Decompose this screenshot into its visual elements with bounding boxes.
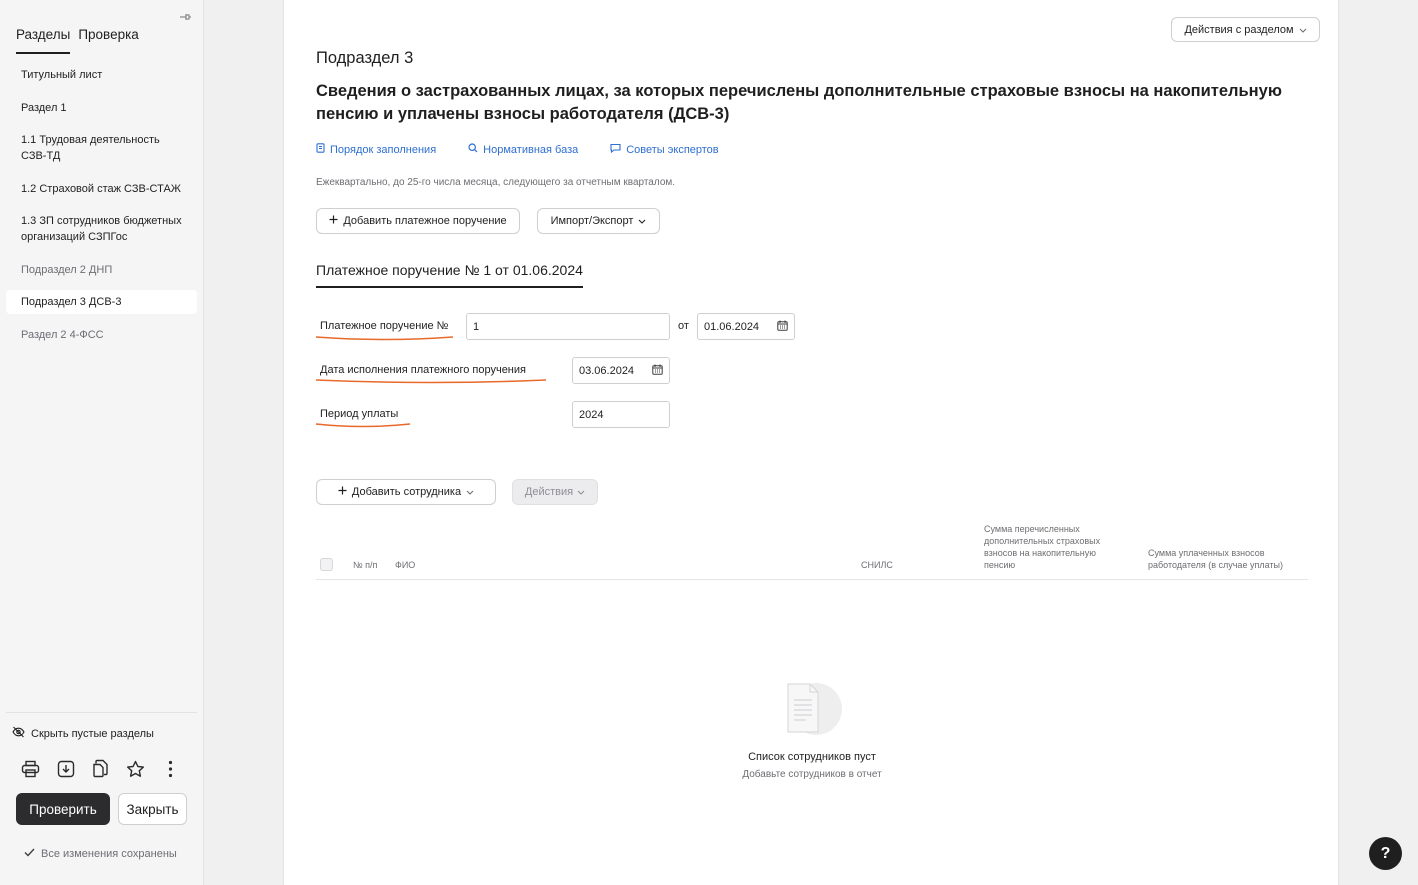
experts-link[interactable]: [610, 143, 718, 156]
sidebar-item-section-1[interactable]: Раздел 1: [21, 101, 67, 114]
pp-date-input[interactable]: [697, 313, 795, 340]
pp-number-value: 1: [473, 320, 480, 333]
employees-table-header: [316, 520, 1308, 580]
hide-empty-toggle[interactable]: [12, 726, 154, 741]
section-subtitle: Подраздел 3: [316, 49, 414, 67]
help-links: [316, 143, 719, 156]
tab-payment-order-1[interactable]: Платежное поручение № 1 от 01.06.2024: [316, 262, 583, 288]
plus-icon: [338, 486, 347, 498]
select-all-checkbox[interactable]: [320, 558, 333, 571]
exec-date-label: Дата исполнения платежного поручения: [320, 364, 526, 376]
saved-status: [24, 848, 177, 860]
page-title: Сведения о застрахованных лицах, за которых перечислены дополнительные страховые взносы на накопительную пенсию и уплачены взносы работодателя (ДСВ-3): [316, 82, 1282, 123]
add-payment-order-button[interactable]: [316, 208, 520, 234]
hide-empty-label: Скрыть пустые разделы: [31, 727, 154, 740]
col-header-num: № п/п: [353, 560, 378, 570]
star-icon[interactable]: [125, 758, 146, 779]
chevron-down-icon: [466, 486, 474, 498]
empty-state: [316, 678, 1308, 780]
sidebar-tabs: [16, 27, 139, 54]
col-header-fio: ФИО: [395, 560, 416, 570]
saved-status-text: Все изменения сохранены: [41, 848, 177, 860]
deadline-note: Ежеквартально, до 25-го числа месяца, следующего за отчетным кварталом.: [316, 177, 676, 188]
empty-state-title: Список сотрудников пуст: [748, 751, 876, 763]
more-vertical-icon[interactable]: [160, 758, 181, 779]
normative-link[interactable]: [468, 143, 578, 156]
experts-label: Советы экспертов: [626, 143, 719, 156]
chevron-down-icon: [638, 215, 646, 227]
from-label: от: [678, 320, 689, 332]
pp-date-value: 01.06.2024: [704, 320, 760, 333]
pp-number-label: Платежное поручение №: [320, 320, 449, 332]
sidebar-item-szpgos[interactable]: 1.3 ЗП сотрудников бюджетных организаций СЗПГос: [21, 215, 182, 243]
import-export-label: Импорт/Экспорт: [550, 215, 634, 227]
sidebar-item-szv-stazh[interactable]: 1.2 Страховой стаж СЗВ-СТАЖ: [21, 182, 181, 195]
normative-label: Нормативная база: [483, 143, 579, 156]
pp-number-input[interactable]: [466, 313, 670, 340]
period-input[interactable]: [572, 401, 670, 428]
sidebar-item-dsv3[interactable]: Подраздел 3 ДСВ-3: [6, 290, 197, 314]
period-label: Период уплаты: [320, 408, 399, 420]
exec-date-input[interactable]: [572, 357, 670, 384]
calendar-icon[interactable]: [777, 320, 788, 334]
sidebar-item-szv-td[interactable]: 1.1 Трудовая деятельность СЗВ-ТД: [21, 134, 160, 162]
fill-order-label: Порядок заполнения: [330, 143, 437, 156]
eye-off-icon: [12, 726, 25, 741]
tab-sections[interactable]: Разделы: [16, 27, 70, 54]
actions-dropdown-disabled: [512, 479, 598, 505]
pin-icon[interactable]: [178, 10, 192, 24]
col-header-sum-additional: Сумма перечисленных дополнительных страховых взносов на накопительную пенсию: [984, 524, 1101, 570]
col-header-sum-employer: Сумма уплаченных взносов работодателя (в случае уплаты): [1148, 548, 1283, 570]
period-value: 2024: [579, 408, 604, 421]
sidebar-footer: [6, 712, 197, 860]
highlight-underline: [315, 421, 412, 429]
chat-icon: [610, 143, 621, 156]
sidebar: [0, 0, 204, 885]
fill-order-link[interactable]: [316, 143, 436, 156]
close-button[interactable]: Закрыть: [118, 793, 187, 825]
add-employee-dropdown[interactable]: [316, 479, 496, 505]
sidebar-toolbar: [20, 758, 181, 779]
plus-icon: [329, 215, 338, 227]
col-header-snils: СНИЛС: [861, 560, 893, 570]
add-employee-label: Добавить сотрудника: [351, 486, 462, 498]
add-payment-order-label: Добавить платежное поручение: [343, 215, 507, 227]
chevron-down-icon: [1299, 24, 1307, 36]
actions-label: Действия: [524, 486, 574, 498]
main-panel: [283, 0, 1339, 885]
chevron-down-icon: [577, 486, 585, 498]
copy-document-icon[interactable]: [90, 758, 111, 779]
section-actions-label: Действия с разделом: [1184, 23, 1294, 36]
checkmark-icon: [24, 848, 35, 860]
highlight-underline: [315, 377, 548, 385]
check-button[interactable]: Проверить: [16, 793, 110, 825]
sidebar-item-dnp[interactable]: Подраздел 2 ДНП: [21, 263, 113, 276]
download-icon[interactable]: [55, 758, 76, 779]
print-icon[interactable]: [20, 758, 41, 779]
calendar-icon[interactable]: [652, 364, 663, 378]
sidebar-item-title-page[interactable]: Титульный лист: [21, 69, 103, 81]
document-icon: [316, 143, 325, 156]
section-actions-dropdown[interactable]: [1171, 17, 1320, 42]
tab-check[interactable]: Проверка: [78, 27, 139, 42]
help-button[interactable]: ?: [1369, 837, 1402, 870]
highlight-underline: [315, 334, 455, 342]
import-export-dropdown[interactable]: [537, 208, 660, 234]
sections-nav: [6, 63, 197, 355]
empty-state-subtitle: Добавьте сотрудников в отчет: [742, 769, 882, 780]
sidebar-item-4fss[interactable]: Раздел 2 4-ФСС: [21, 328, 104, 341]
empty-document-icon: [780, 678, 844, 745]
exec-date-value: 03.06.2024: [579, 364, 635, 377]
search-icon: [468, 143, 478, 156]
